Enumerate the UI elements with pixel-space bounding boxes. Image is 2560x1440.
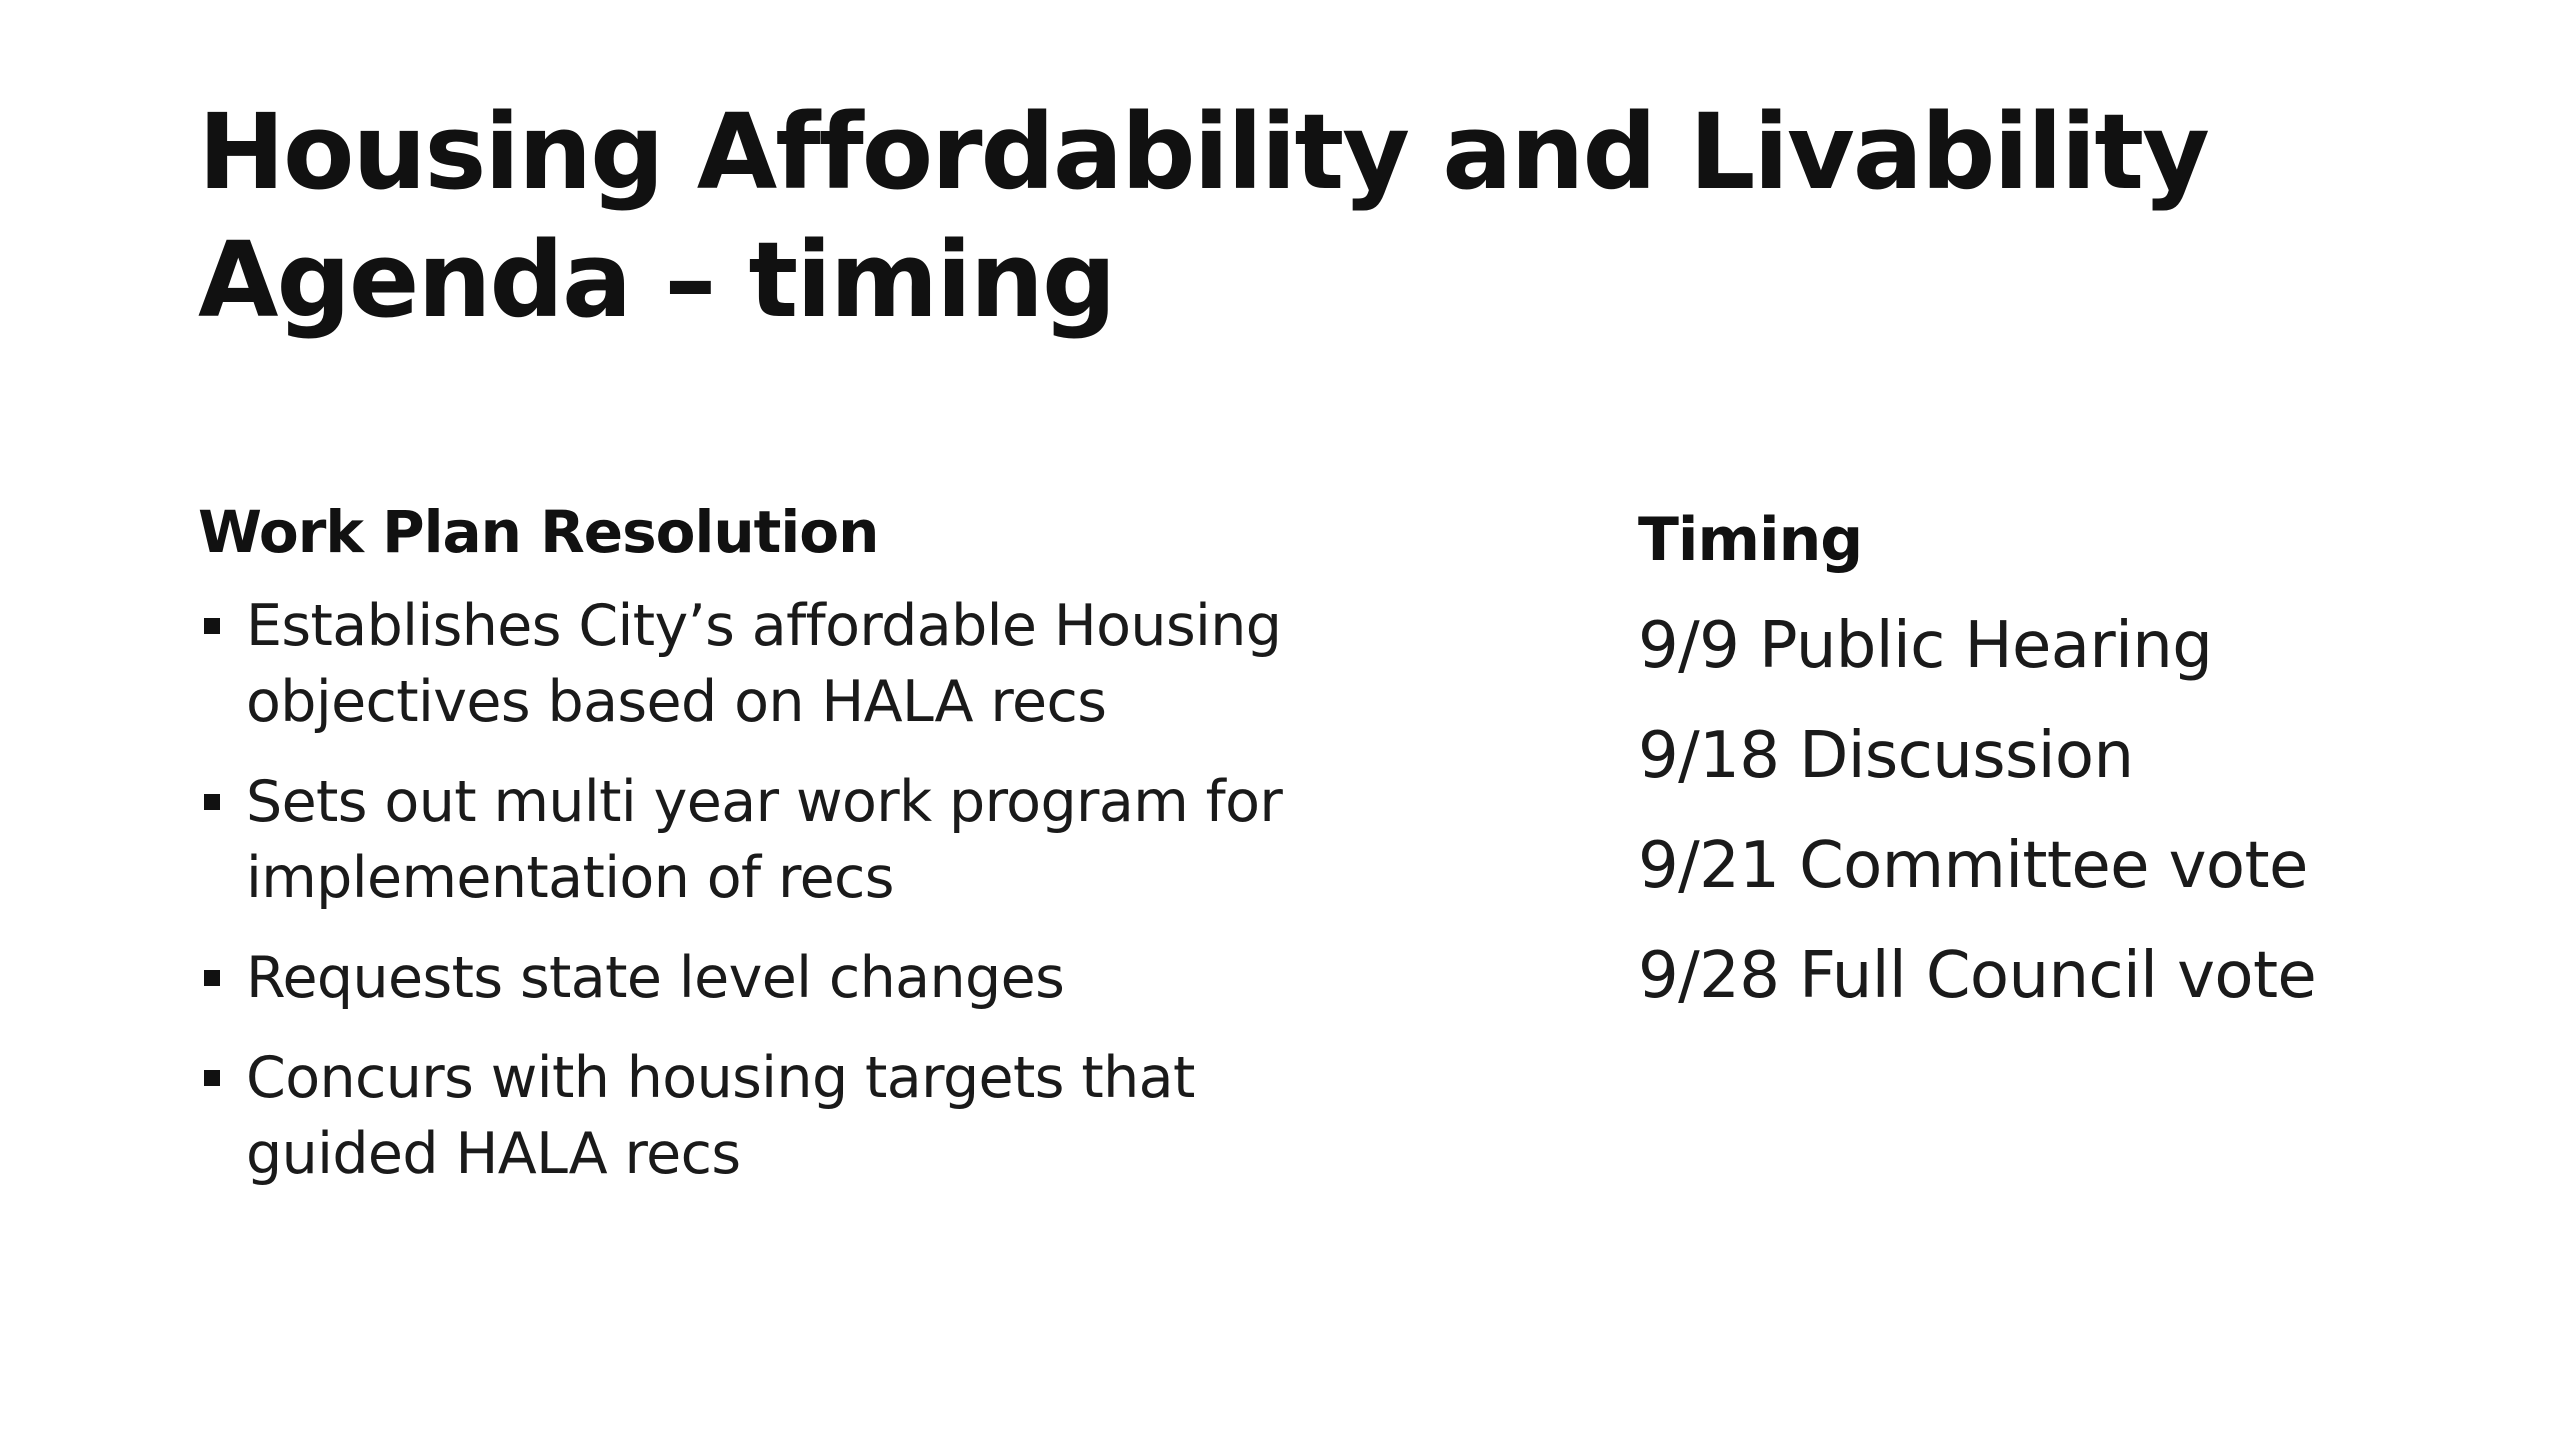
slide-title-line-1: Housing Affordability and Livability: [198, 91, 2208, 213]
slide-title: [198, 88, 2398, 344]
timing-item: 9/9 Public Hearing: [1638, 609, 2213, 683]
timing-list: [1638, 604, 2498, 1018]
timing-column: [1638, 500, 2498, 1044]
bullet-item: [198, 940, 1338, 1016]
work-plan-column: [198, 494, 1338, 1216]
bullet-text: Requests state level changes: [246, 945, 1065, 1011]
bullet-text: Sets out multi year work program for implementation of recs: [246, 769, 1283, 911]
work-plan-heading: Work Plan Resolution: [198, 498, 879, 566]
bullet-item: [198, 588, 1338, 740]
bullet-item: [198, 1040, 1338, 1192]
bullet-item: [198, 764, 1338, 916]
timing-heading: Timing: [1638, 505, 1863, 575]
timing-item: 9/21 Committee vote: [1638, 829, 2308, 903]
square-bullet-icon: [204, 1070, 220, 1086]
bullet-text: Establishes City’s affordable Housing objectives based on HALA recs: [246, 593, 1282, 735]
timing-item: 9/18 Discussion: [1638, 719, 2134, 793]
slide-title-line-2: Agenda – timing: [198, 219, 1115, 341]
timing-item: 9/28 Full Council vote: [1638, 939, 2317, 1013]
square-bullet-icon: [204, 970, 220, 986]
square-bullet-icon: [204, 794, 220, 810]
bullet-text: Concurs with housing targets that guided HALA recs: [246, 1045, 1195, 1187]
work-plan-bullet-list: [198, 588, 1338, 1192]
square-bullet-icon: [204, 618, 220, 634]
